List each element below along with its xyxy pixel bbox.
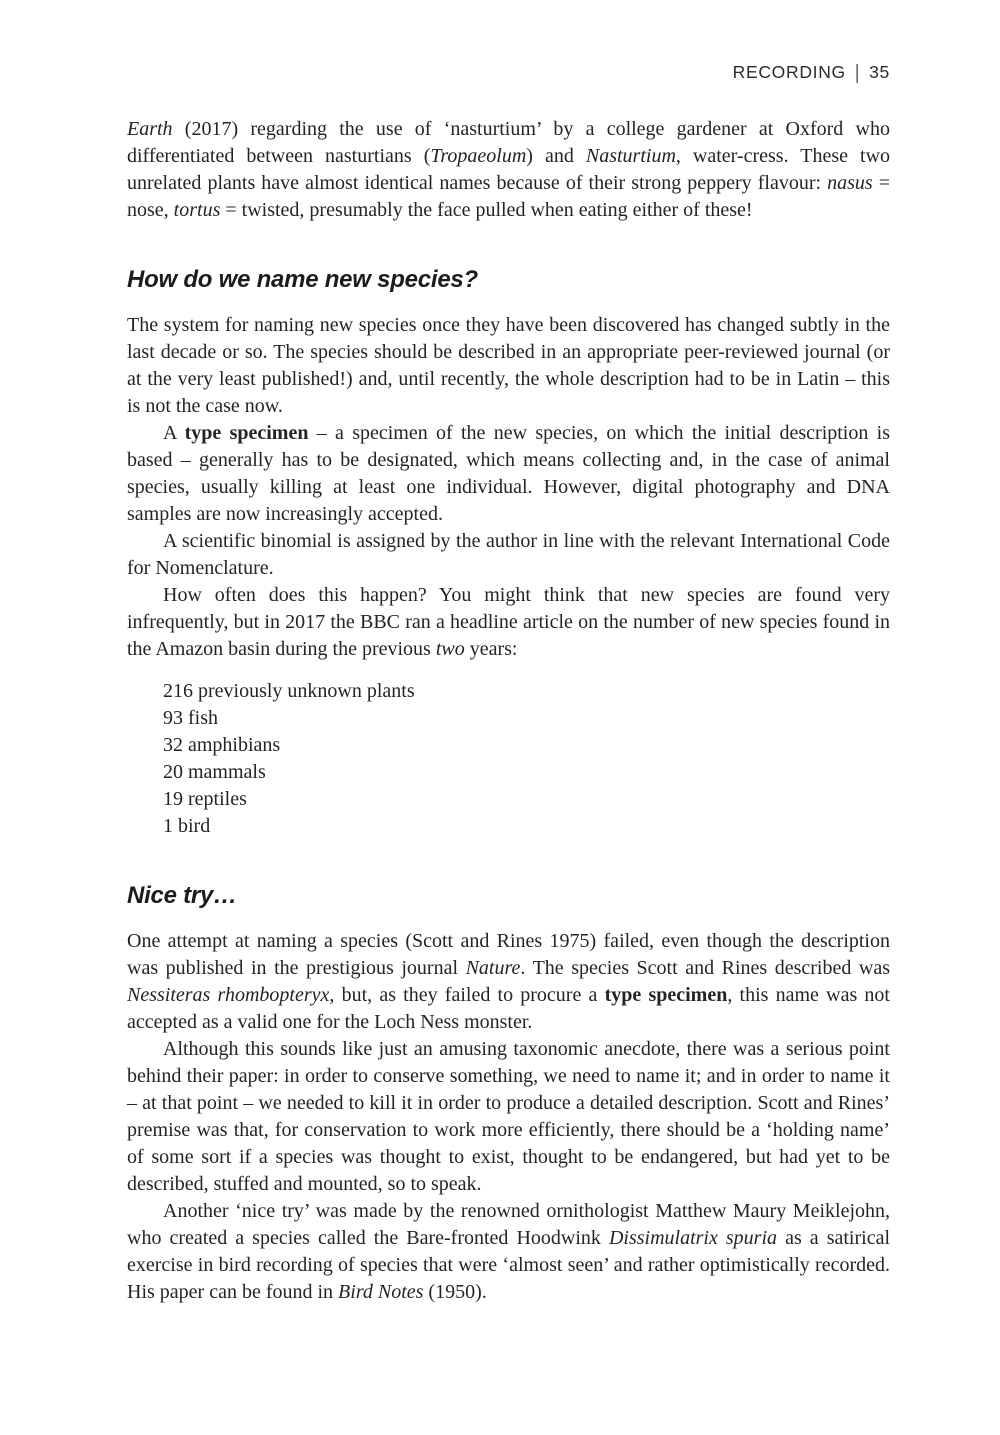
italic-text: two <box>435 638 465 660</box>
list-item: 216 previously unknown plants <box>163 680 415 702</box>
section-heading: How do we name new species? <box>127 266 478 293</box>
list-item: 93 fish <box>163 707 218 729</box>
header-separator: | <box>854 60 861 84</box>
text-run: A <box>163 422 185 444</box>
page-body <box>127 116 890 1306</box>
text-run: years: <box>464 638 518 660</box>
paragraph <box>127 582 890 663</box>
italic-text: Bird Notes <box>338 1281 424 1303</box>
text-run: = nose, <box>127 172 890 221</box>
text-run: ) and <box>526 145 586 167</box>
running-head: RECORDING <box>732 62 846 82</box>
paragraph <box>127 420 890 528</box>
italic-text: Earth <box>127 118 173 140</box>
bold-text: type specimen <box>604 984 728 1006</box>
italic-text: Nature <box>465 957 521 979</box>
italic-text: Nasturtium <box>585 145 676 167</box>
paragraph <box>127 312 890 420</box>
list-item: 20 mammals <box>163 761 266 783</box>
italic-text: Dissimulatrix spuria <box>608 1227 778 1249</box>
section-heading: Nice try… <box>127 882 237 909</box>
italic-text: tortus <box>173 199 221 221</box>
italic-text: Nessiteras rhombopteryx <box>127 984 330 1006</box>
text-run: Although this sounds like just an amusing taxonomic anecdote, there was a serious point behind their paper: in order to conserve something, we need to name it; and in order to name it – at that point – we needed to kill it in order to produce a detailed description. Scott and Rines’ premise was that, for conservation to work more efficiently, there should be a ‘holding name’ of some sort if a species was thought to exist, thought to be endangered, but had yet to be described, stuffed and mounted, so to speak. <box>127 1038 890 1195</box>
text-run: – a specimen of the new species, on which the initial description is based – generally has to be designated, which means collecting and, in the case of animal species, usually killing at least one individual. However, digital photography and DNA samples are now increasingly accepted. <box>127 422 890 525</box>
list-item: 1 bird <box>163 815 211 837</box>
text-run: as a satirical exercise in bird recording of species that were ‘almost seen’ and rather optimistically recorded. His paper can be found in <box>127 1227 891 1303</box>
text-run: The system for naming new species once they have been discovered has changed subtly in the last decade or so. The species should be described in an appropriate peer-reviewed journal (or at the very least published!) and, until recently, the whole description had to be in Latin – this is not the case now. <box>127 314 890 417</box>
text-run: (2017) regarding the use of ‘nasturtium’ by a college gardener at Oxford who differentiated between nasturtians ( <box>127 118 890 167</box>
text-run: , water-cress. These two unrelated plants have almost identical names because of their strong peppery flavour: <box>127 145 891 194</box>
italic-text: nasus <box>827 172 873 194</box>
paragraph <box>127 928 890 1036</box>
page-number: 35 <box>869 62 890 82</box>
text-run: How often does this happen? You might think that new species are found very infrequently, but in 2017 the BBC ran a headline article on the number of new species found in the Amazon basin during the previous <box>127 584 890 660</box>
text-run: A scientific binomial is assigned by the author in line with the relevant International Code for Nomenclature. <box>127 530 890 579</box>
italic-text: Tropaeolum <box>430 145 527 167</box>
list-item: 32 amphibians <box>163 734 281 756</box>
text-run: , this name was not accepted as a valid one for the Loch Ness monster. <box>127 984 890 1033</box>
page-header <box>127 62 890 83</box>
bold-text: type specimen <box>184 422 309 444</box>
text-run: . The species Scott and Rines described was <box>520 957 890 979</box>
paragraph <box>127 1036 890 1198</box>
paragraph <box>127 116 890 224</box>
text-run: (1950). <box>423 1281 487 1303</box>
list-item: 19 reptiles <box>163 788 247 810</box>
text-run: Another ‘nice try’ was made by the renowned ornithologist Matthew Maury Meiklejohn, who created a species called the Bare-fronted Hoodwink <box>127 1200 890 1249</box>
text-run: One attempt at naming a species (Scott and Rines 1975) failed, even though the description was published in the prestigious journal <box>127 930 890 979</box>
text-run: = twisted, presumably the face pulled when eating either of these! <box>220 199 753 221</box>
paragraph <box>127 528 890 582</box>
paragraph <box>127 1198 890 1306</box>
text-run: , but, as they failed to procure a <box>329 984 605 1006</box>
species-count-list <box>127 678 890 840</box>
